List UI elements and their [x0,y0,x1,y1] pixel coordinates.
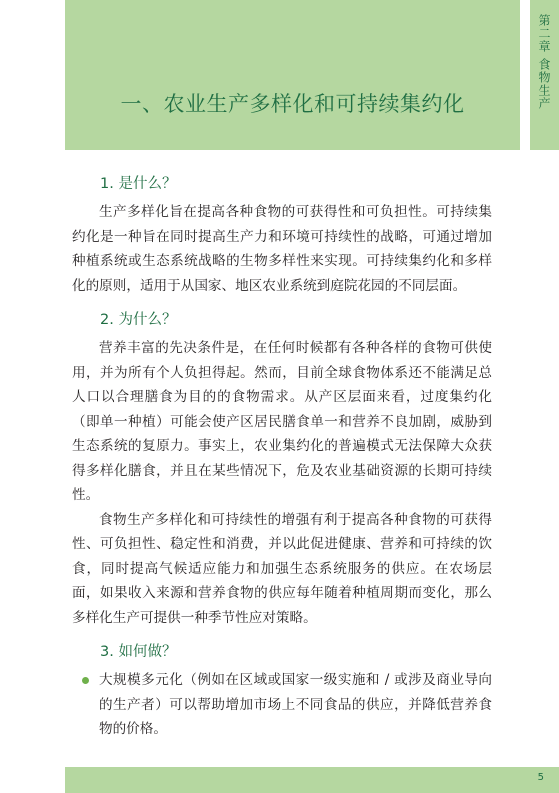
paragraph: 生产多样化旨在提高各种食物的可获得性和可负担性。可持续集约化是一种旨在同时提高生产力和环境可持续性的战略，可通过增加种植系统或生态系统战略的生物多样性来实现。可持续集约化和多样化的原则，适用于从国家、地区农业系统到庭院花园的不同层面。 [72,204,492,294]
bullet-text: 大规模多元化（例如在区域或国家一级实施和 / 或涉及商业导向的生产者）可以帮助增加市场上不同食品的供应，并降低营养食物的价格。 [99,672,492,737]
side-tab-label: 第二章 食物生产 [537,14,551,110]
paragraph: 食物生产多样化和可持续性的增强有利于提高各种食物的可获得性、可负担性、稳定性和消费，并以此促进健康、营养和可持续的饮食，同时提高气候适应能力和加强生态系统服务的供应。在农场层面，如果收入来源和营养食物的供应每年随着种植周期而变化，那么多样化生产可提供一种季节性应对策略。 [72,511,492,626]
section-heading-what: 1. 是什么？ [100,176,177,192]
page-number: 5 [537,772,544,783]
chapter-side-tab [530,0,559,150]
section-heading-why: 2. 为什么？ [100,312,177,328]
bullet-icon [82,677,89,684]
paragraph: 营养丰富的先决条件是，在任何时候都有各种各样的食物可供使用，并为所有个人负担得起。然而，目前全球食物体系还不能满足总人口以合理膳食为目的的食物需求。从产区层面来看，过度集约化（即单一种植）可能会使产区居民膳食单一和营养不良加剧，威胁到生态系统的复原力。事实上，农业集约化的普遍模式无法保障大众获得多样化膳食，并且在某些情况下，危及农业基础资源的长期可持续性。 [72,340,492,503]
chapter-header-band [65,0,520,150]
chapter-title: 一、农业生产多样化和可持续集约化 [120,92,465,116]
section-heading-how: 3. 如何做？ [100,644,177,660]
main-content [72,172,492,742]
list-item [72,668,492,742]
footer-band [65,767,559,793]
